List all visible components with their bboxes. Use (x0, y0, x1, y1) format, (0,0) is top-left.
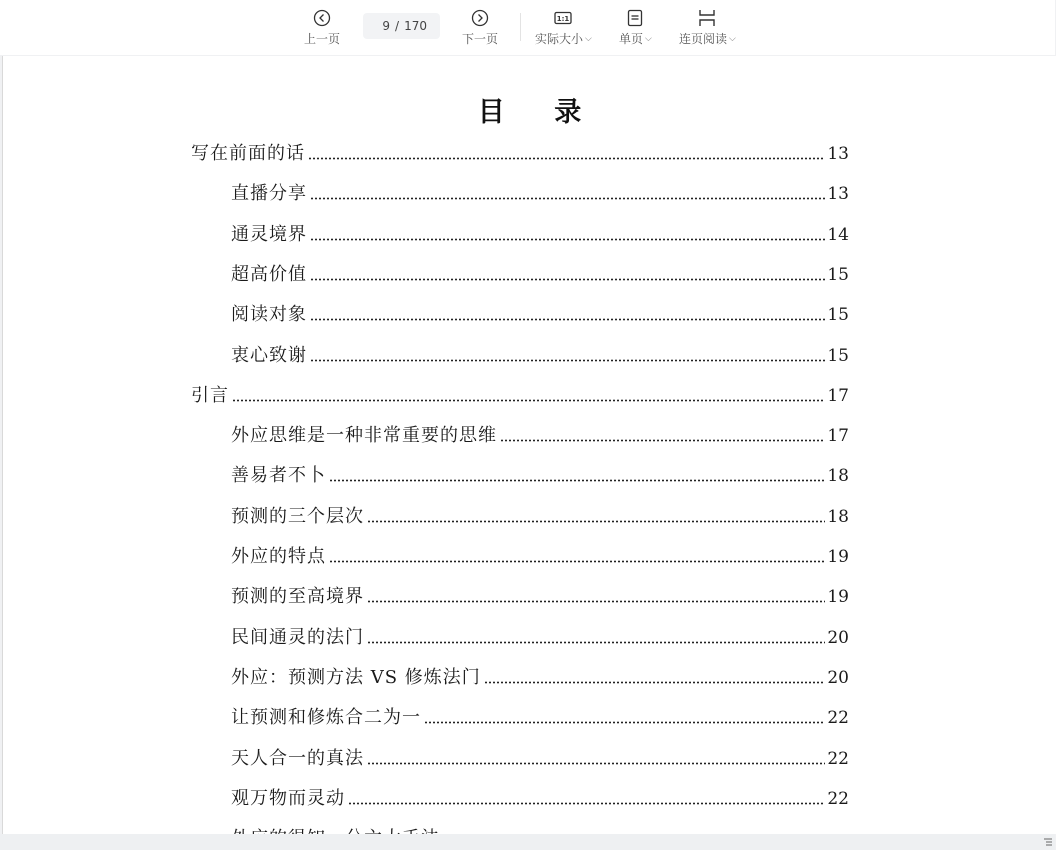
toc-entry-title: 善易者不卜 (231, 465, 326, 487)
toc-dot-leader (310, 359, 825, 362)
toc-entry[interactable] (191, 380, 849, 406)
toc-entry-title: 写在前面的话 (191, 143, 305, 164)
toc-dot-leader (500, 439, 825, 442)
toc-dot-leader (308, 157, 825, 160)
toc-entry-page: 17 (827, 426, 849, 447)
toc-dot-leader (367, 762, 825, 765)
toc-entry-page: 20 (827, 667, 849, 688)
toc-dot-leader (310, 238, 825, 241)
toc-entry-title: 外应：预测方法 VS 修炼法门 (231, 666, 481, 688)
toc-entry[interactable] (231, 501, 849, 527)
toc-dot-leader (424, 721, 825, 724)
toc-entry[interactable] (231, 581, 849, 607)
current-page-input[interactable] (376, 19, 390, 33)
toc-entry-page: 14 (827, 224, 849, 245)
toc-entry-title: 超高价值 (231, 263, 307, 285)
toc-entry[interactable] (231, 460, 849, 486)
chevron-down-icon: ⌵ (585, 33, 592, 44)
toc-entry-title: 引言 (191, 384, 229, 406)
page-separator: / (395, 19, 400, 33)
single-page-icon (626, 9, 644, 27)
toc-entry-page: 18 (827, 466, 849, 487)
chevron-left-circle-icon (313, 9, 331, 27)
toc-entry-page: 22 (827, 748, 849, 769)
toc-dot-leader (310, 197, 825, 200)
toc-entry-title: 预测的三个层次 (231, 505, 364, 527)
toc-entry-page: 15 (827, 345, 849, 366)
single-page-button[interactable] (619, 9, 652, 49)
toc-entry[interactable] (231, 662, 849, 688)
toc-entry-page: 22 (827, 708, 849, 729)
toc-entry-page: 15 (827, 305, 849, 326)
svg-text:1:1: 1:1 (557, 15, 570, 24)
toc-entry-page: 22 (827, 788, 849, 809)
continuous-reading-label: 连页阅读 (679, 32, 728, 46)
toc-entry-page: 13 (827, 144, 849, 164)
chevron-down-icon: ⌵ (645, 33, 652, 44)
toc-entry[interactable] (231, 420, 849, 446)
continuous-reading-button[interactable] (679, 9, 736, 49)
actual-size-icon (553, 9, 573, 27)
toc-entry-page: 20 (827, 627, 849, 648)
toc-entry-title: 预测的至高境界 (231, 586, 364, 608)
status-bar (0, 834, 1055, 850)
toc-entry[interactable] (191, 138, 849, 164)
reader-toolbar (0, 0, 1055, 55)
total-pages: 170 (404, 19, 427, 33)
next-page-label: 下一页 (462, 32, 499, 46)
single-page-label: 单页 (619, 32, 644, 46)
toc-entry-title: 天人合一的真法 (231, 747, 364, 769)
toolbar-divider (520, 13, 521, 41)
toc-entry[interactable] (231, 340, 849, 366)
prev-page-label: 上一页 (304, 32, 341, 46)
toc-entry[interactable] (231, 702, 849, 728)
continuous-pages-icon (698, 9, 716, 27)
page-indicator (363, 13, 440, 39)
toc-entry[interactable] (231, 541, 849, 567)
toc-dot-leader (329, 560, 825, 563)
chevron-right-circle-icon (471, 9, 489, 27)
toc-entry[interactable] (231, 219, 849, 245)
outline-toggle-icon[interactable] (1043, 837, 1053, 847)
toc-entry[interactable] (231, 783, 849, 809)
toc-entry-title: 外应思维是一种非常重要的思维 (231, 425, 497, 447)
toc-entry[interactable] (231, 622, 849, 648)
toc-entry-title: 衷心致谢 (231, 344, 307, 366)
toc-entry-title: 民间通灵的法门 (231, 626, 364, 648)
toc-dot-leader (310, 278, 825, 281)
toc-entry-page: 18 (827, 506, 849, 527)
toc-entry-title: 观万物而灵动 (231, 787, 345, 809)
toc-entry[interactable] (231, 178, 849, 204)
toc-entry-page: 19 (827, 587, 849, 608)
toc-dot-leader (484, 681, 825, 684)
toc-entry-page: 15 (827, 264, 849, 285)
toc-dot-leader (232, 399, 825, 402)
toc-entry-page: 13 (827, 184, 849, 205)
toc-dot-leader (329, 479, 825, 482)
toc-entry[interactable] (231, 743, 849, 769)
toc-dot-leader (348, 802, 825, 805)
toc-dot-leader (367, 641, 825, 644)
toc-dot-leader (367, 600, 825, 603)
toc-entry[interactable] (231, 259, 849, 285)
page-title: 目 录 (477, 97, 602, 128)
toc-dot-leader (367, 520, 825, 523)
prev-page-button[interactable] (304, 9, 340, 49)
toc-entry-page: 19 (827, 547, 849, 567)
toc-entry-title: 让预测和修炼合二为一 (231, 707, 421, 729)
actual-size-label: 实际大小 (535, 32, 584, 46)
document-page (2, 56, 1056, 834)
toc-entry[interactable] (231, 299, 849, 325)
toc-entry-title: 通灵境界 (231, 223, 307, 245)
toc-entry-title: 直播分享 (231, 183, 307, 205)
actual-size-button[interactable] (535, 9, 592, 49)
chevron-down-icon: ⌵ (729, 33, 736, 44)
next-page-button[interactable] (462, 9, 498, 49)
toc-entry-title: 外应的特点 (231, 546, 326, 567)
toc-entry-title: 阅读对象 (231, 304, 307, 326)
toc-dot-leader (310, 318, 825, 321)
toc-entry-page: 17 (827, 385, 849, 406)
